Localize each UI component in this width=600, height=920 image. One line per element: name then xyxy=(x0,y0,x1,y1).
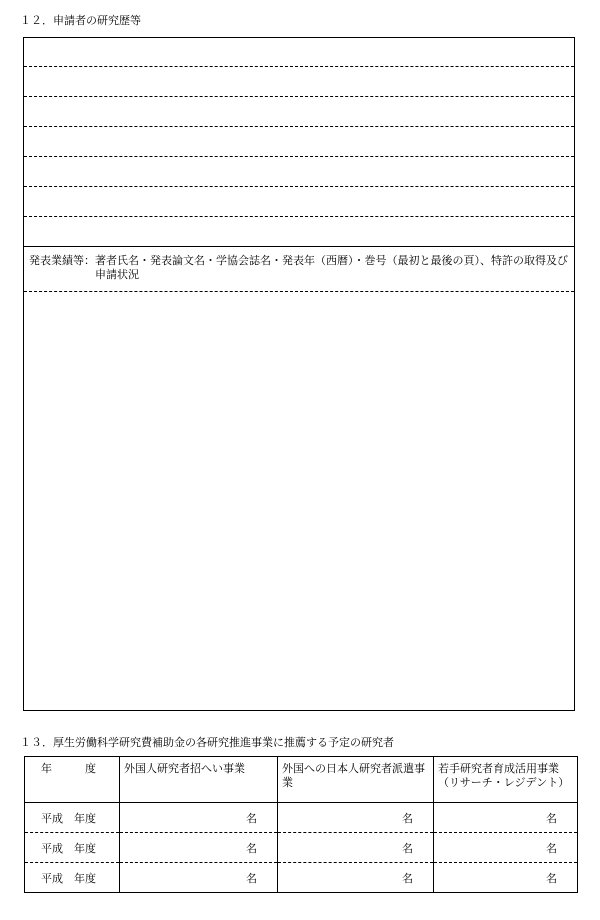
recommended-researchers-table xyxy=(24,756,578,893)
achievements-entry-area[interactable] xyxy=(24,293,574,710)
header-foreign-invite: 外国人研究者招へい事業 xyxy=(120,757,278,803)
row-year[interactable]: 平成 年度 xyxy=(25,863,120,893)
table-row xyxy=(25,803,578,833)
count-foreign-invite[interactable]: 名 xyxy=(120,803,278,833)
count-japanese-dispatch[interactable]: 名 xyxy=(278,803,434,833)
research-history-line-2[interactable] xyxy=(24,96,574,97)
table-header-row xyxy=(25,757,578,803)
row-year[interactable]: 平成 年度 xyxy=(25,803,120,833)
count-young-researcher[interactable]: 名 xyxy=(434,833,578,863)
header-year: 年 度 xyxy=(25,757,120,803)
achievements-head: 発表業績等： xyxy=(29,254,95,267)
achievements-label xyxy=(29,254,569,282)
header-young-researcher: 若手研究者育成活用事業（リサーチ・レジデント） xyxy=(434,757,578,803)
table-row xyxy=(25,863,578,893)
research-history-line-4[interactable] xyxy=(24,156,574,157)
achievements-header-line xyxy=(24,291,574,292)
header-japanese-dispatch: 外国への日本人研究者派遣事業 xyxy=(278,757,434,803)
achievements-description: 著者氏名・発表論文名・学協会誌名・発表年（西暦）・巻号（最初と最後の頁）、特許の取得及び申請状況 xyxy=(95,254,568,281)
research-history-line-1[interactable] xyxy=(24,66,574,67)
count-japanese-dispatch[interactable]: 名 xyxy=(278,863,434,893)
research-history-box xyxy=(23,37,575,711)
research-history-line-3[interactable] xyxy=(24,126,574,127)
count-foreign-invite[interactable]: 名 xyxy=(120,833,278,863)
research-history-line-6[interactable] xyxy=(24,216,574,217)
count-japanese-dispatch[interactable]: 名 xyxy=(278,833,434,863)
achievements-divider xyxy=(24,246,574,247)
count-foreign-invite[interactable]: 名 xyxy=(120,863,278,893)
section-13-title: １３．厚生労働科学研究費補助金の各研究推進事業に推薦する予定の研究者 xyxy=(20,736,394,749)
count-young-researcher[interactable]: 名 xyxy=(434,803,578,833)
count-young-researcher[interactable]: 名 xyxy=(434,863,578,893)
research-history-line-5[interactable] xyxy=(24,186,574,187)
table-row xyxy=(25,833,578,863)
row-year[interactable]: 平成 年度 xyxy=(25,833,120,863)
section-12-title: １２．申請者の研究歴等 xyxy=(20,14,141,27)
